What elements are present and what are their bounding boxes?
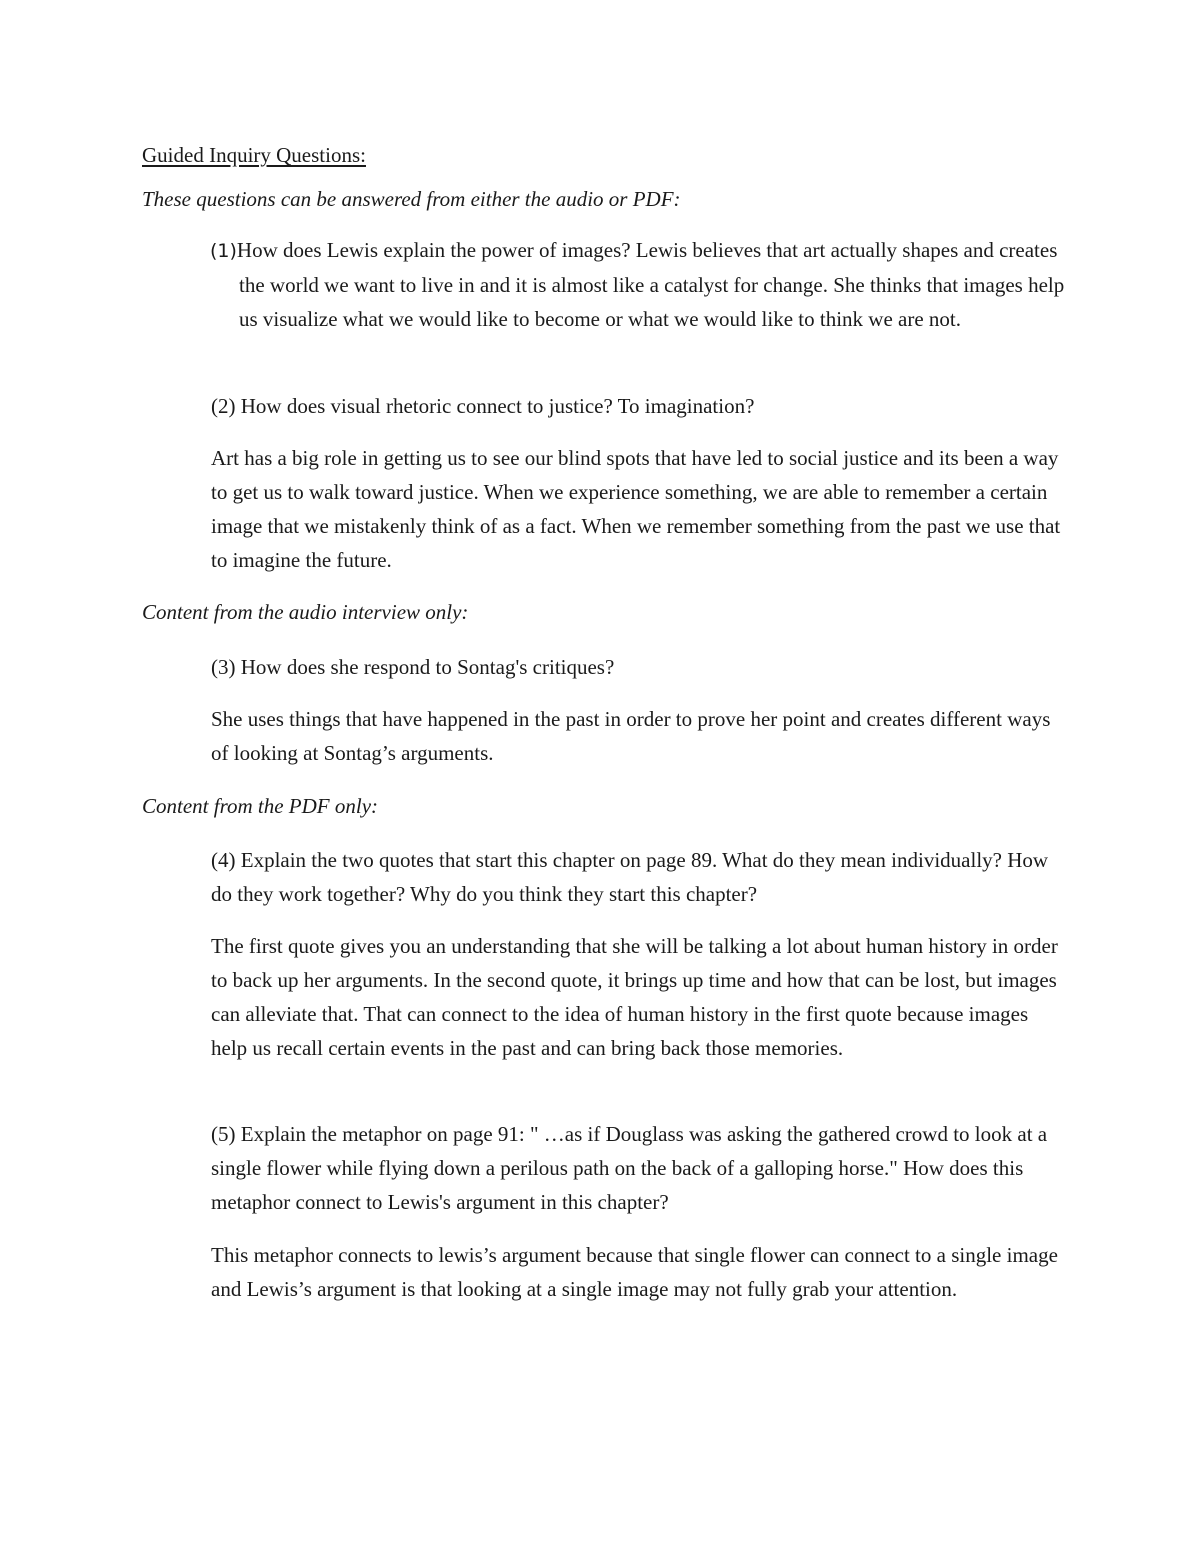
- audio-section-note: Content from the audio interview only:: [142, 600, 469, 624]
- question-4: (4) Explain the two quotes that start this chapter on page 89. What do they mean individually? How do they work together? Why do you think they start this chapter?: [211, 848, 1049, 906]
- question-1-number: (1): [210, 240, 237, 262]
- answer-5: This metaphor connects to lewis’s argument because that single flower can connect to a single image and Lewis’s argument is that looking at a single image may not fully grab your attention.: [211, 1243, 1058, 1301]
- question-3: (3) How does she respond to Sontag's critiques?: [211, 655, 615, 679]
- question-2: (2) How does visual rhetoric connect to justice? To imagination?: [211, 394, 755, 418]
- answer-4: The first quote gives you an understanding that she will be talking a lot about human history in order to back up her arguments. In the second quote, it brings up time and how that can be lost, but images can alleviate that. That can connect to the idea of human history in the first quote because images help us recall certain events in the past and can bring back those memories.: [211, 934, 1058, 1060]
- answer-2: Art has a big role in getting us to see our blind spots that have led to social justice and its been a way to get us to walk toward justice. When we experience something, we are able to remember a certain image that we mistakenly think of as a fact. When we remember something from the past we use that to imagine the future.: [211, 446, 1061, 572]
- answer-3: She uses things that have happened in the past in order to prove her point and creates different ways of looking at Sontag’s arguments.: [211, 707, 1051, 765]
- pdf-section-note: Content from the PDF only:: [142, 794, 379, 818]
- question-5: (5) Explain the metaphor on page 91: " …as if Douglass was asking the gathered crowd to look at a single flower while flying down a perilous path on the back of a galloping horse." How does this metaphor connect to Lewis's argument in this chapter?: [211, 1122, 1048, 1214]
- page-title: Guided Inquiry Questions:: [142, 143, 366, 167]
- intro-note: These questions can be answered from either the audio or PDF:: [142, 187, 681, 211]
- question-1-text: How does Lewis explain the power of images? Lewis believes that art actually shapes and creates the world we want to live in and it is almost like a catalyst for change. She thinks that images help us visualize what we would like to become or what we would like to think we are not.: [236, 238, 1065, 331]
- question-1: [210, 233, 1069, 336]
